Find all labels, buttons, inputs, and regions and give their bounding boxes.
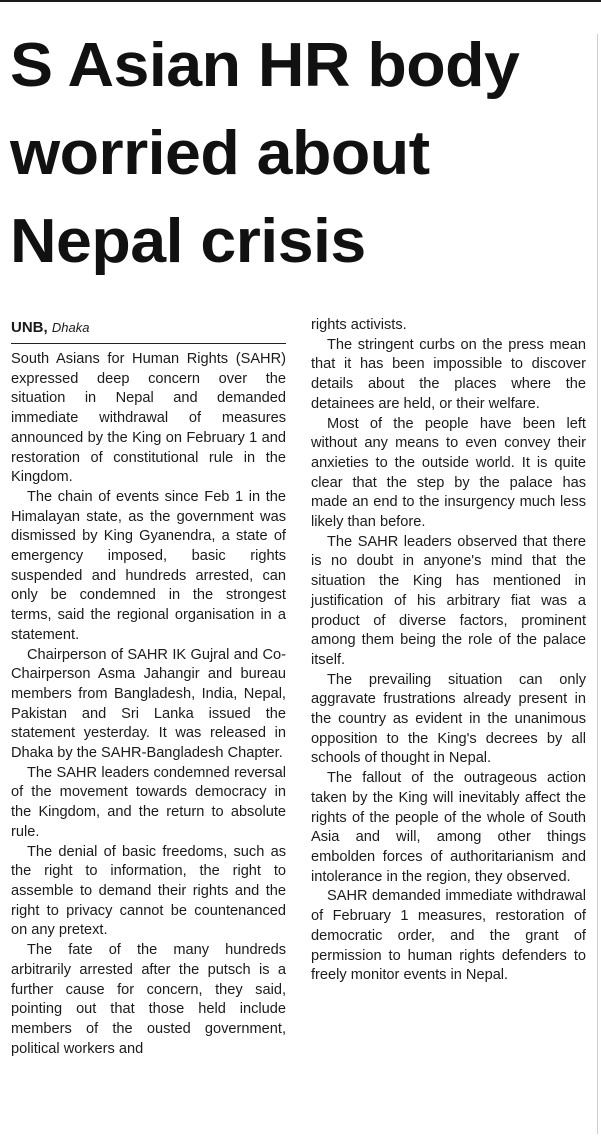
paragraph: SAHR demanded immediate withdrawal of February 1 measures, restoration of democratic order, and the grant of permission to human rights defenders to freely monitor events in Nepal. xyxy=(311,888,586,984)
byline-city: Dhaka xyxy=(51,320,90,335)
headline-line: S Asian HR body xyxy=(10,31,520,100)
byline xyxy=(11,316,286,344)
headline-line: worried about xyxy=(10,119,430,188)
paragraph: The fallout of the outrageous action taken by the King will inevitably affect the rights of the people of the whole of South Asia and will, among other things embolden forces of authoritarianism and intolerance in the region, they observed. xyxy=(311,770,586,885)
paragraph: The denial of basic freedoms, such as the right to information, the right to assemble to demand their rights and the right to privacy cannot be countenanced on any pretext. xyxy=(11,843,286,939)
paragraph: Chairperson of SAHR IK Gujral and Co-Chairperson Asma Jahangir and bureau members from Bangladesh, India, Nepal, Pakistan and Sri Lanka issued the statement yesterday. It was released in Dhaka by the SAHR-Bangladesh Chapter. xyxy=(11,646,286,762)
headline-line: Nepal crisis xyxy=(10,207,366,276)
paragraph: The chain of events since Feb 1 in the Himalayan state, as the government was dismissed by King Gyanendra, a state of emergency imposed, basic rights suspended and hundreds arrested, can only be condemned in the strongest terms, said the regional organisation in a statement. xyxy=(11,488,286,643)
article-column-left xyxy=(11,316,286,1059)
byline-agency: UNB, xyxy=(11,319,48,336)
paragraph: South Asians for Human Rights (SAHR) expressed deep concern over the situation in Nepal and demanded immediate withdrawal of measures announced by the King on February 1 and restoration of constitutional rule in the Kingdom. xyxy=(11,351,286,486)
paragraph: The prevailing situation can only aggravate frustrations already present in the country as evident in the unanimous opposition to the King's decrees by all schools of thought in Nepal. xyxy=(311,671,586,767)
paragraph: The SAHR leaders observed that there is no doubt in anyone's mind that the situation the King has mentioned in justification of his arbitrary fiat was a product of diverse factors, prominent among them being the role of the palace itself. xyxy=(311,533,586,668)
paragraph: The fate of the many hundreds arbitrarily arrested after the putsch is a further cause for concern, they said, pointing out that those held include members of the ousted government, political workers and xyxy=(11,942,286,1057)
paragraph-continuation: rights activists. xyxy=(311,317,407,333)
paragraph: The SAHR leaders condemned reversal of the movement towards democracy in the Kingdom, and the return to absolute rule. xyxy=(11,764,286,840)
paragraph: Most of the people have been left without any means to even convey their anxieties to the outside world. It is quite clear that the step by the palace has made an end to the insurgency much less likely than before. xyxy=(311,415,586,531)
top-rule xyxy=(0,0,601,2)
article-column-right xyxy=(311,316,586,986)
headline xyxy=(10,22,601,286)
paragraph: The stringent curbs on the press mean that it has been impossible to discover details about the places where the detainees are held, or their welfare. xyxy=(311,336,586,412)
